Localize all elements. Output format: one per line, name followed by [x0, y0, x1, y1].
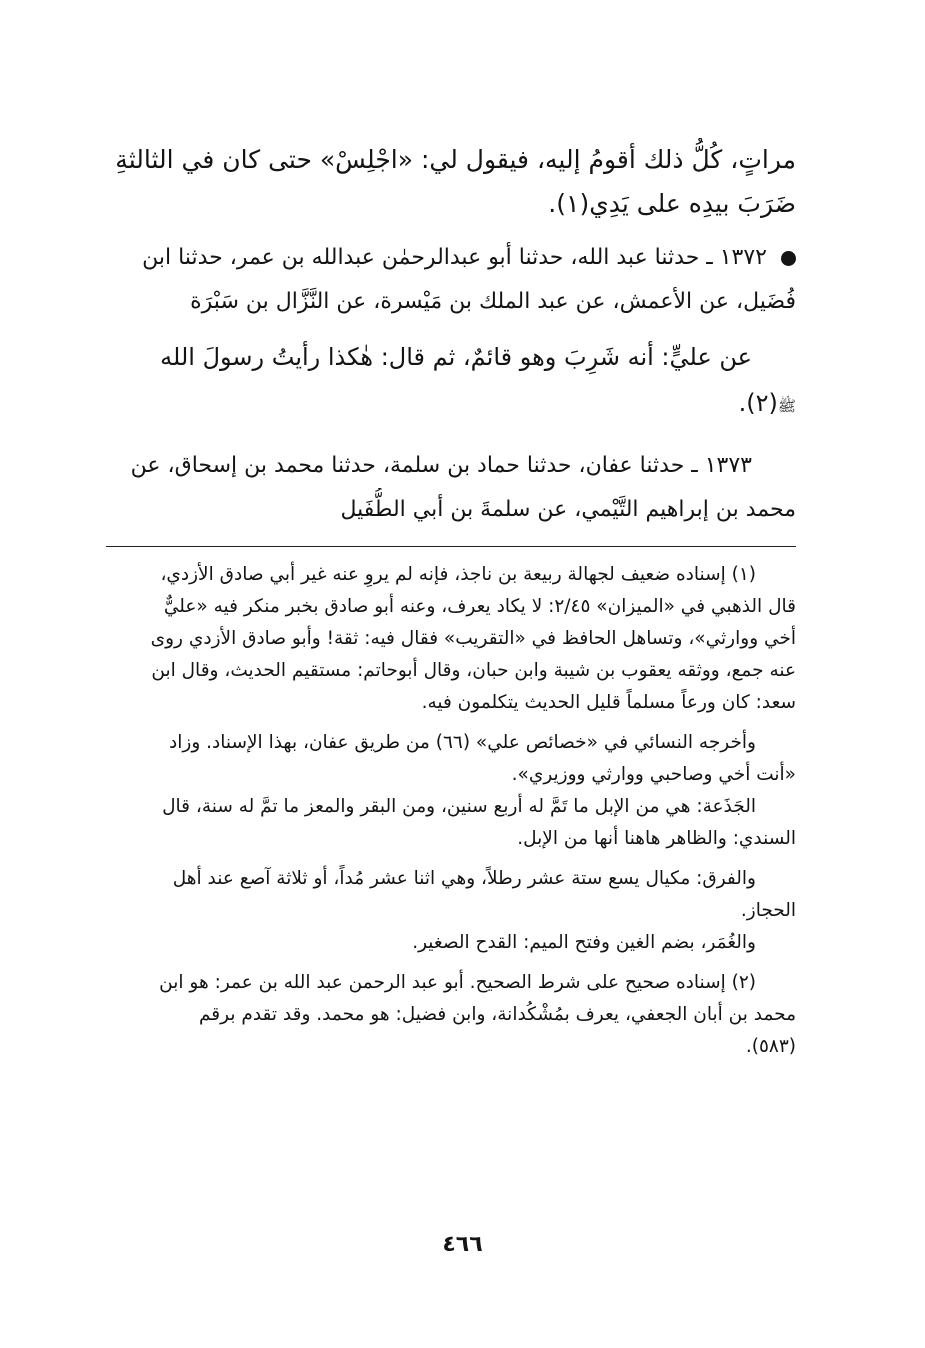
footnote-2 — [96, 967, 796, 1063]
footnote-line: (٥٨٣). — [745, 1036, 796, 1057]
hadith-1373 — [96, 444, 796, 532]
page-number: ٤٦٦ — [442, 1232, 483, 1257]
footnote-line: أخي ووارثي»، وتساهل الحافظ في «التقريب» فقال فيه: ثقة! وأبو صادق الأزدي روى — [150, 628, 796, 649]
hadith-1372 — [96, 236, 796, 426]
footnote-line: (١) إسناده ضعيف لجهالة ربيعة بن ناجذ، فإنه لم يروِ عنه غير أبي صادق الأزدي، — [160, 564, 756, 585]
footnotes — [96, 559, 796, 1063]
main-text-line: مراتٍ، كُلُّ ذلك أقومُ إليه، فيقول لي: «اجْلِسْ» حتى كان في الثالثةِ — [115, 145, 796, 174]
main-text — [96, 138, 796, 226]
footnote-ref: (٢). — [738, 389, 778, 417]
footnote-line: والفرق: مكيال يسع ستة عشر رطلاً، وهي اثنا عشر مُداً، أو ثلاثة آصع عند أهل — [172, 868, 756, 889]
hadith-isnad-line: محمد بن إبراهيم التَّيْمي، عن سلمةَ بن أبي الطُّفَيل — [340, 497, 796, 522]
footnote-line: الجَذَعة: هي من الإبل ما تَمَّ له أربع سنين، ومن البقر والمعز ما تمَّ له سنة، قال — [162, 796, 756, 817]
footnote-separator — [106, 546, 796, 547]
hadith-matn-line: عن عليٍّ: أنه شَرِبَ وهو قائمٌ، ثم قال: هٰكذا رأيتُ رسولَ الله — [160, 343, 752, 371]
footnote-line: محمد بن أبان الجعفي، يعرف بمُشْكُدانة، وابن فضيل: هو محمد. وقد تقدم برقم — [198, 1004, 796, 1025]
gloss-faraq — [96, 863, 796, 927]
footnote-line: قال الذهبي في «الميزان» ٢/٤٥: لا يكاد يعرف، وعنه أبو صادق بخبر منكر فيه «عليٌّ — [163, 596, 796, 617]
page-body — [96, 138, 796, 1063]
footnote-line: «أنت أخي وصاحبي ووارثي ووزيري». — [511, 764, 796, 785]
footnote-line: السندي: والظاهر هاهنا أنها من الإبل. — [517, 828, 796, 849]
footnote-line: (٢) إسناده صحيح على شرط الصحيح. أبو عبد الرحمن عبد الله بن عمر: هو ابن — [159, 972, 756, 993]
hadith-isnad-line: فُضَيل، عن الأعمش، عن عبد الملك بن مَيْسرة، عن النَّزَّال بن سَبْرَة — [190, 289, 796, 314]
footnote-line: والغُمَر، بضم الغين وفتح الميم: القدح الصغير. — [412, 932, 756, 953]
footnote-line: الحجاز. — [740, 900, 796, 921]
footnote-line: عنه جمع، ووثقه يعقوب بن شيبة وابن حبان، وقال أبوحاتم: مستقيم الحديث، وقال ابن — [151, 660, 796, 681]
bullet-icon — [781, 251, 796, 266]
gloss-ghumar — [96, 927, 796, 959]
footnote-line: سعد: كان ورعاً مسلماً قليل الحديث يتكلمون فيه. — [421, 692, 796, 713]
footnote-line: وأخرجه النسائي في «خصائص علي» (٦٦) من طريق عفان، بهذا الإسناد. وزاد — [169, 732, 756, 753]
hadith-isnad-text: ١٣٧٢ ـ حدثنا عبد الله، حدثنا أبو عبدالرحمٰن عبدالله بن عمر، حدثنا ابن — [142, 245, 767, 270]
main-text-line: ضَرَبَ بيدِه على يَدِي(١). — [548, 189, 796, 218]
salutation-ligature: ﷺ — [777, 397, 796, 415]
gloss-jadhaa — [96, 791, 796, 855]
hadith-isnad-line: ١٣٧٣ ـ حدثنا عفان، حدثنا حماد بن سلمة، حدثنا محمد بن إسحاق، عن — [130, 453, 752, 478]
footnote-1 — [96, 559, 796, 719]
hadith-isnad-line — [96, 236, 796, 280]
hadith-matn-ending — [96, 380, 796, 426]
footnote-1-extra — [96, 727, 796, 791]
